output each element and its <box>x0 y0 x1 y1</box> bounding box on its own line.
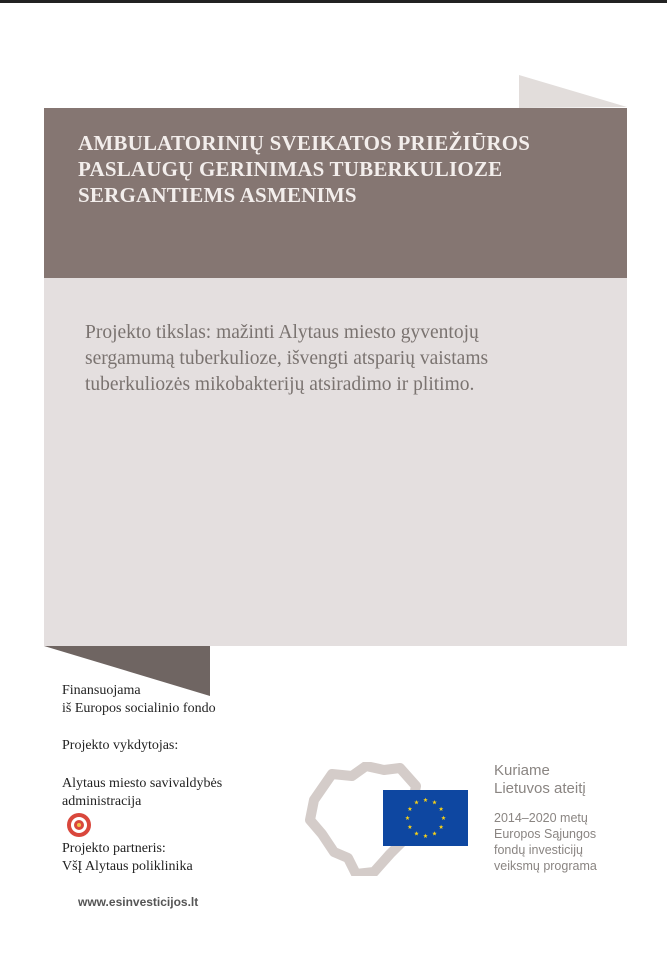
partner-name: VšĮ Alytaus poliklinika <box>62 859 193 874</box>
goal-line-1: Projekto tikslas: mažinti Alytaus miesto gyventojų <box>85 322 479 343</box>
partner-label: Projekto partneris: <box>62 841 166 856</box>
program-line-3: fondų investicijų <box>494 843 583 857</box>
title-line-1: AMBULATORINIŲ SVEIKATOS PRIEŽIŪROS <box>78 131 531 155</box>
funding-info <box>62 682 216 718</box>
program-line-4: veiksmų programa <box>494 859 597 873</box>
title-line-2: PASLAUGŲ GERINIMAS TUBERKULIOZE <box>78 157 503 181</box>
executor-name-line-2: administracija <box>62 794 142 809</box>
title-line-3: SERGANTIEMS ASMENIMS <box>78 183 357 207</box>
goal-line-2: sergamumą tuberkulioze, išvengti atsparių vaistams <box>85 348 489 369</box>
website-link[interactable]: www.esinvesticijos.lt <box>78 895 199 909</box>
funding-line-1: Finansuojama <box>62 683 141 698</box>
slogan-line-1: Kuriame <box>494 762 550 779</box>
eu-flag-icon <box>383 790 468 846</box>
program-text <box>494 810 597 874</box>
top-fold <box>519 75 627 108</box>
program-line-2: Europos Sąjungos <box>494 827 597 841</box>
goal-line-3: tuberkuliozės mikobakterijų atsiradimo ir plitimo. <box>85 374 475 395</box>
program-line-1: 2014–2020 metų <box>494 811 588 825</box>
executor-name-line-1: Alytaus miesto savivaldybės <box>62 776 223 791</box>
executor-label: Projekto vykdytojas: <box>62 738 179 753</box>
executor-name <box>62 775 222 811</box>
project-goal <box>85 320 585 398</box>
slogan-line-2: Lietuvos ateitį <box>494 780 586 797</box>
document-title <box>78 130 598 208</box>
funding-line-2: iš Europos socialinio fondo <box>62 701 216 716</box>
slogan <box>494 762 586 798</box>
alytus-coat-of-arms-icon <box>64 812 94 838</box>
